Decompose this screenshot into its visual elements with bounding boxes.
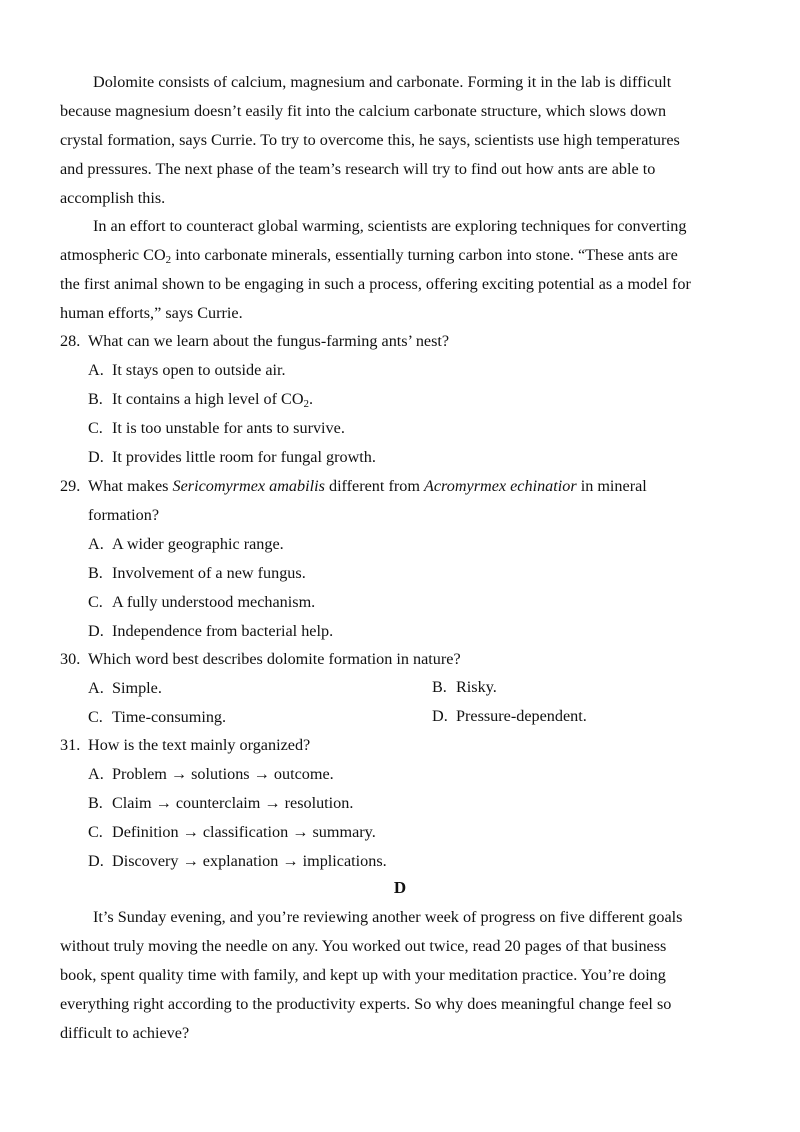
passage-c-paragraph-1 (60, 68, 744, 213)
question-28-option-d[interactable]: D. It provides little room for fungal growth. (88, 448, 376, 466)
text-line: because magnesium doesn’t easily fit into the calcium carbonate structure, which slows down (60, 101, 667, 120)
question-31-option-c[interactable]: C. Definition → classification → summary. (88, 823, 376, 841)
text-line: the first animal shown to be engaging in such a process, offering exciting potential as a model for (60, 274, 691, 293)
passage-c-paragraph-2 (60, 212, 744, 328)
question-28-stem: 28. What can we learn about the fungus-farming ants’ nest? (60, 332, 450, 350)
text-line: and pressures. The next phase of the team’s research will try to find out how ants are able to (60, 159, 656, 178)
text-line: without truly moving the needle on any. You worked out twice, read 20 pages of that business (60, 936, 667, 955)
question-30-option-a[interactable]: A. Simple. (88, 679, 162, 697)
passage-d-paragraph-1 (60, 903, 744, 1048)
text-line: accomplish this. (60, 188, 166, 207)
question-29-option-b[interactable]: B. Involvement of a new fungus. (88, 564, 306, 582)
question-30-option-b[interactable]: B. Risky. (432, 678, 497, 696)
question-31-option-d[interactable]: D. Discovery → explanation → implications. (88, 852, 387, 870)
question-30-stem: 30. Which word best describes dolomite formation in nature? (60, 650, 461, 668)
question-29-option-d[interactable]: D. Independence from bacterial help. (88, 622, 334, 640)
question-28-option-b[interactable]: B. It contains a high level of $CO_2$. (88, 390, 314, 410)
text-line: crystal formation, says Currie. To try to overcome this, he says, scientists use high temperatures (60, 130, 680, 149)
text-line: Dolomite consists of calcium, magnesium and carbonate. Forming it in the lab is difficult (93, 73, 672, 91)
text-line: book, spent quality time with family, and kept up with your meditation practice. You’re doing (60, 965, 666, 984)
question-29-option-a[interactable]: A. A wider geographic range. (88, 535, 284, 553)
question-31-stem: 31. How is the text mainly organized? (60, 736, 311, 754)
section-heading-d: D (393, 878, 407, 897)
question-29-stem-line-2: formation? (88, 506, 160, 524)
question-28-option-c[interactable]: C. It is too unstable for ants to survive. (88, 419, 345, 437)
text-line: difficult to achieve? (60, 1023, 190, 1042)
question-30-option-d[interactable]: D. Pressure-dependent. (432, 707, 587, 725)
text-line: atmospheric $CO_2$ into carbonate minerals, essentially turning carbon into stone. “These ants are (60, 245, 678, 266)
question-29-stem: 29. What makes Sericomyrmex amabilis different from Acromyrmex echinatior in mineral (60, 477, 647, 495)
text-line: It’s Sunday evening, and you’re reviewing another week of progress on five different goals (93, 908, 683, 926)
question-28-option-a[interactable]: A. It stays open to outside air. (88, 361, 286, 379)
question-31-option-a[interactable]: A. Problem → solutions → outcome. (88, 765, 334, 783)
question-31-option-b[interactable]: B. Claim → counterclaim → resolution. (88, 794, 354, 812)
text-line: In an effort to counteract global warming, scientists are exploring techniques for converting (93, 217, 687, 235)
text-line: human efforts,” says Currie. (60, 303, 243, 322)
question-30-option-c[interactable]: C. Time-consuming. (88, 708, 227, 726)
question-29-option-c[interactable]: C. A fully understood mechanism. (88, 593, 316, 611)
text-line: everything right according to the productivity experts. So why does meaningful change feel so (60, 994, 672, 1013)
